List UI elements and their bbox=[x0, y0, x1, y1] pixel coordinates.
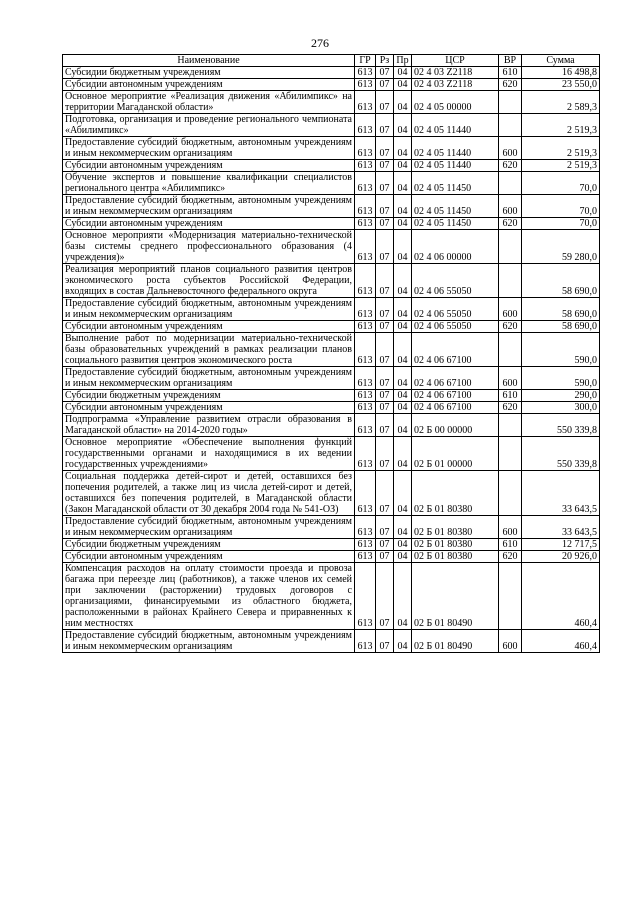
table-row bbox=[63, 160, 600, 172]
cell-pr: 04 bbox=[394, 367, 412, 390]
cell-rz: 07 bbox=[376, 67, 394, 79]
cell-pr: 04 bbox=[394, 218, 412, 230]
cell-pr: 04 bbox=[394, 172, 412, 195]
cell-vr: 600 bbox=[499, 367, 522, 390]
cell-vr: 620 bbox=[499, 551, 522, 563]
cell-gr: 613 bbox=[355, 516, 376, 539]
cell-pr: 04 bbox=[394, 79, 412, 91]
cell-gr: 613 bbox=[355, 414, 376, 437]
cell-sum: 58 690,0 bbox=[522, 321, 600, 333]
cell-csr: 02 4 05 11450 bbox=[412, 218, 499, 230]
cell-vr: 600 bbox=[499, 516, 522, 539]
cell-csr: 02 4 06 55050 bbox=[412, 298, 499, 321]
cell-vr bbox=[499, 114, 522, 137]
table-row bbox=[63, 218, 600, 230]
cell-name: Предоставление субсидий бюджетным, автономным учреждениям и иным некоммерческим организациям bbox=[63, 630, 355, 653]
cell-sum: 2 589,3 bbox=[522, 91, 600, 114]
cell-vr: 600 bbox=[499, 298, 522, 321]
cell-gr: 613 bbox=[355, 137, 376, 160]
cell-csr: 02 4 06 67100 bbox=[412, 390, 499, 402]
cell-sum: 2 519,3 bbox=[522, 160, 600, 172]
cell-rz: 07 bbox=[376, 437, 394, 471]
cell-rz: 07 bbox=[376, 551, 394, 563]
cell-vr bbox=[499, 264, 522, 298]
cell-sum: 70,0 bbox=[522, 218, 600, 230]
cell-pr: 04 bbox=[394, 539, 412, 551]
cell-vr: 610 bbox=[499, 390, 522, 402]
cell-pr: 04 bbox=[394, 137, 412, 160]
cell-rz: 07 bbox=[376, 91, 394, 114]
table-row bbox=[63, 137, 600, 160]
cell-rz: 07 bbox=[376, 402, 394, 414]
cell-name: Предоставление субсидий бюджетным, автономным учреждениям и иным некоммерческим организациям bbox=[63, 367, 355, 390]
cell-csr: 02 4 06 55050 bbox=[412, 321, 499, 333]
table-row bbox=[63, 402, 600, 414]
header-pr: Пр bbox=[394, 55, 412, 67]
cell-sum: 20 926,0 bbox=[522, 551, 600, 563]
cell-sum: 590,0 bbox=[522, 333, 600, 367]
cell-vr bbox=[499, 333, 522, 367]
cell-sum: 590,0 bbox=[522, 367, 600, 390]
cell-name: Предоставление субсидий бюджетным, автономным учреждениям и иным некоммерческим организациям bbox=[63, 137, 355, 160]
cell-gr: 613 bbox=[355, 195, 376, 218]
cell-vr bbox=[499, 437, 522, 471]
table-row bbox=[63, 230, 600, 264]
cell-csr: 02 Б 01 80380 bbox=[412, 539, 499, 551]
cell-name: Основное мероприятие «Реализация движения «Абилимпикс» на территории Магаданской области» bbox=[63, 91, 355, 114]
cell-gr: 613 bbox=[355, 551, 376, 563]
cell-vr: 620 bbox=[499, 218, 522, 230]
table-row bbox=[63, 264, 600, 298]
table-row bbox=[63, 321, 600, 333]
cell-sum: 70,0 bbox=[522, 195, 600, 218]
cell-name: Подготовка, организация и проведение регионального чемпионата «Абилимпикс» bbox=[63, 114, 355, 137]
cell-rz: 07 bbox=[376, 114, 394, 137]
cell-csr: 02 4 06 55050 bbox=[412, 264, 499, 298]
cell-gr: 613 bbox=[355, 79, 376, 91]
cell-pr: 04 bbox=[394, 630, 412, 653]
cell-vr: 600 bbox=[499, 137, 522, 160]
cell-csr: 02 4 06 00000 bbox=[412, 230, 499, 264]
table-row bbox=[63, 437, 600, 471]
table-header-row bbox=[63, 55, 600, 67]
cell-sum: 2 519,3 bbox=[522, 114, 600, 137]
cell-gr: 613 bbox=[355, 367, 376, 390]
cell-vr bbox=[499, 414, 522, 437]
cell-csr: 02 Б 01 80380 bbox=[412, 516, 499, 539]
cell-gr: 613 bbox=[355, 91, 376, 114]
cell-vr: 610 bbox=[499, 67, 522, 79]
cell-name: Основное мероприятие «Обеспечение выполнения функций государственными органами и находящимися в их ведении государственных учреждениями» bbox=[63, 437, 355, 471]
header-name: Наименование bbox=[63, 55, 355, 67]
cell-name: Подпрограмма «Управление развитием отрасли образования в Магаданской области» на 2014-2020 годы» bbox=[63, 414, 355, 437]
table-row bbox=[63, 516, 600, 539]
cell-csr: 02 4 05 11440 bbox=[412, 160, 499, 172]
cell-name: Основное мероприяти «Модернизация материально-технической базы системы среднего профессионального образования (4 учреждения)» bbox=[63, 230, 355, 264]
cell-sum: 33 643,5 bbox=[522, 516, 600, 539]
cell-name: Предоставление субсидий бюджетным, автономным учреждениям и иным некоммерческим организациям bbox=[63, 298, 355, 321]
cell-name: Предоставление субсидий бюджетным, автономным учреждениям и иным некоммерческим организациям bbox=[63, 516, 355, 539]
cell-sum: 300,0 bbox=[522, 402, 600, 414]
cell-csr: 02 4 05 11450 bbox=[412, 172, 499, 195]
cell-sum: 290,0 bbox=[522, 390, 600, 402]
cell-rz: 07 bbox=[376, 471, 394, 516]
cell-name: Социальная поддержка детей-сирот и детей, оставшихся без попечения родителей, а также лиц из числа детей-сирот и детей, оставшихся без попечения родителей, в Магаданской области (Закон Магаданской области от 30 декабря 2004 года № 541-ОЗ) bbox=[63, 471, 355, 516]
cell-pr: 04 bbox=[394, 321, 412, 333]
cell-rz: 07 bbox=[376, 414, 394, 437]
cell-csr: 02 4 05 11440 bbox=[412, 114, 499, 137]
cell-name: Субсидии автономным учреждениям bbox=[63, 551, 355, 563]
cell-pr: 04 bbox=[394, 230, 412, 264]
cell-name: Субсидии автономным учреждениям bbox=[63, 321, 355, 333]
cell-sum: 70,0 bbox=[522, 172, 600, 195]
cell-vr bbox=[499, 91, 522, 114]
cell-name: Компенсация расходов на оплату стоимости проезда и провоза багажа при переезде лиц (работников), а также членов их семей при заключении (расторжении) трудовых договоров с организациями, финансируемыми из областного бюджета, расположенными в районах Крайнего Севера и приравненных к ним местностях bbox=[63, 563, 355, 630]
cell-gr: 613 bbox=[355, 563, 376, 630]
cell-gr: 613 bbox=[355, 437, 376, 471]
cell-pr: 04 bbox=[394, 91, 412, 114]
cell-csr: 02 Б 01 80380 bbox=[412, 471, 499, 516]
cell-pr: 04 bbox=[394, 160, 412, 172]
cell-sum: 58 690,0 bbox=[522, 264, 600, 298]
cell-gr: 613 bbox=[355, 471, 376, 516]
cell-name: Субсидии автономным учреждениям bbox=[63, 160, 355, 172]
cell-pr: 04 bbox=[394, 516, 412, 539]
cell-rz: 07 bbox=[376, 390, 394, 402]
cell-gr: 613 bbox=[355, 321, 376, 333]
cell-name: Реализация мероприятий планов социального развития центров экономического роста субъектов Российской Федерации, входящих в состав Дальневосточного федерального округа bbox=[63, 264, 355, 298]
cell-vr bbox=[499, 172, 522, 195]
cell-csr: 02 4 06 67100 bbox=[412, 333, 499, 367]
cell-csr: 02 Б 00 00000 bbox=[412, 414, 499, 437]
page-number: 276 bbox=[311, 36, 329, 50]
cell-csr: 02 4 05 00000 bbox=[412, 91, 499, 114]
header-gr: ГР bbox=[355, 55, 376, 67]
cell-gr: 613 bbox=[355, 539, 376, 551]
cell-gr: 613 bbox=[355, 67, 376, 79]
cell-sum: 16 498,8 bbox=[522, 67, 600, 79]
cell-rz: 07 bbox=[376, 630, 394, 653]
cell-vr bbox=[499, 471, 522, 516]
cell-rz: 07 bbox=[376, 333, 394, 367]
cell-name: Субсидии автономным учреждениям bbox=[63, 218, 355, 230]
cell-pr: 04 bbox=[394, 414, 412, 437]
cell-pr: 04 bbox=[394, 114, 412, 137]
cell-vr: 600 bbox=[499, 195, 522, 218]
table-row bbox=[63, 195, 600, 218]
cell-name: Субсидии бюджетным учреждениям bbox=[63, 390, 355, 402]
table-row bbox=[63, 390, 600, 402]
cell-csr: 02 4 06 67100 bbox=[412, 367, 499, 390]
cell-gr: 613 bbox=[355, 402, 376, 414]
cell-pr: 04 bbox=[394, 67, 412, 79]
cell-rz: 07 bbox=[376, 79, 394, 91]
cell-vr bbox=[499, 563, 522, 630]
table-row bbox=[63, 79, 600, 91]
cell-rz: 07 bbox=[376, 230, 394, 264]
cell-rz: 07 bbox=[376, 563, 394, 630]
header-sum: Сумма bbox=[522, 55, 600, 67]
cell-sum: 2 519,3 bbox=[522, 137, 600, 160]
header-vr: ВР bbox=[499, 55, 522, 67]
cell-vr: 610 bbox=[499, 539, 522, 551]
cell-rz: 07 bbox=[376, 195, 394, 218]
cell-name: Выполнение работ по модернизации материально-технической базы образовательных учреждений в рамках реализации планов социального развития центров экономического роста bbox=[63, 333, 355, 367]
cell-gr: 613 bbox=[355, 160, 376, 172]
cell-sum: 59 280,0 bbox=[522, 230, 600, 264]
cell-gr: 613 bbox=[355, 333, 376, 367]
cell-name: Предоставление субсидий бюджетным, автономным учреждениям и иным некоммерческим организациям bbox=[63, 195, 355, 218]
cell-gr: 613 bbox=[355, 630, 376, 653]
cell-pr: 04 bbox=[394, 437, 412, 471]
cell-csr: 02 4 05 11450 bbox=[412, 195, 499, 218]
cell-sum: 23 550,0 bbox=[522, 79, 600, 91]
cell-name: Субсидии автономным учреждениям bbox=[63, 402, 355, 414]
cell-csr: 02 4 05 11440 bbox=[412, 137, 499, 160]
table-row bbox=[63, 539, 600, 551]
table-row bbox=[63, 630, 600, 653]
table-row bbox=[63, 414, 600, 437]
cell-rz: 07 bbox=[376, 218, 394, 230]
cell-rz: 07 bbox=[376, 367, 394, 390]
table-row bbox=[63, 471, 600, 516]
table-row bbox=[63, 563, 600, 630]
table-row bbox=[63, 67, 600, 79]
cell-vr: 620 bbox=[499, 402, 522, 414]
table-row bbox=[63, 551, 600, 563]
cell-csr: 02 Б 01 80490 bbox=[412, 563, 499, 630]
cell-gr: 613 bbox=[355, 264, 376, 298]
cell-gr: 613 bbox=[355, 218, 376, 230]
cell-vr bbox=[499, 230, 522, 264]
cell-sum: 460,4 bbox=[522, 630, 600, 653]
cell-pr: 04 bbox=[394, 195, 412, 218]
cell-gr: 613 bbox=[355, 230, 376, 264]
cell-csr: 02 4 06 67100 bbox=[412, 402, 499, 414]
cell-csr: 02 4 03 Z2118 bbox=[412, 79, 499, 91]
cell-vr: 620 bbox=[499, 160, 522, 172]
cell-vr: 620 bbox=[499, 321, 522, 333]
cell-sum: 33 643,5 bbox=[522, 471, 600, 516]
cell-vr: 620 bbox=[499, 79, 522, 91]
budget-table bbox=[62, 54, 600, 653]
cell-sum: 550 339,8 bbox=[522, 437, 600, 471]
cell-rz: 07 bbox=[376, 160, 394, 172]
cell-sum: 550 339,8 bbox=[522, 414, 600, 437]
cell-pr: 04 bbox=[394, 551, 412, 563]
cell-rz: 07 bbox=[376, 516, 394, 539]
table-row bbox=[63, 367, 600, 390]
table-row bbox=[63, 114, 600, 137]
cell-name: Субсидии автономным учреждениям bbox=[63, 79, 355, 91]
cell-pr: 04 bbox=[394, 402, 412, 414]
cell-csr: 02 Б 01 80380 bbox=[412, 551, 499, 563]
cell-pr: 04 bbox=[394, 563, 412, 630]
cell-csr: 02 4 03 Z2118 bbox=[412, 67, 499, 79]
cell-sum: 12 717,5 bbox=[522, 539, 600, 551]
cell-pr: 04 bbox=[394, 264, 412, 298]
cell-name: Субсидии бюджетным учреждениям bbox=[63, 67, 355, 79]
table-row bbox=[63, 172, 600, 195]
cell-gr: 613 bbox=[355, 172, 376, 195]
cell-pr: 04 bbox=[394, 471, 412, 516]
cell-sum: 58 690,0 bbox=[522, 298, 600, 321]
cell-csr: 02 Б 01 00000 bbox=[412, 437, 499, 471]
table-row bbox=[63, 91, 600, 114]
cell-csr: 02 Б 01 80490 bbox=[412, 630, 499, 653]
cell-rz: 07 bbox=[376, 172, 394, 195]
table-row bbox=[63, 333, 600, 367]
header-csr: ЦСР bbox=[412, 55, 499, 67]
table-body bbox=[63, 67, 600, 653]
cell-gr: 613 bbox=[355, 390, 376, 402]
cell-pr: 04 bbox=[394, 390, 412, 402]
cell-vr: 600 bbox=[499, 630, 522, 653]
cell-gr: 613 bbox=[355, 114, 376, 137]
cell-rz: 07 bbox=[376, 264, 394, 298]
cell-pr: 04 bbox=[394, 298, 412, 321]
cell-rz: 07 bbox=[376, 137, 394, 160]
cell-rz: 07 bbox=[376, 539, 394, 551]
cell-name: Обучение экспертов и повышение квалификации специалистов регионального центра «Абилимпикс» bbox=[63, 172, 355, 195]
cell-rz: 07 bbox=[376, 298, 394, 321]
table-row bbox=[63, 298, 600, 321]
cell-rz: 07 bbox=[376, 321, 394, 333]
cell-gr: 613 bbox=[355, 298, 376, 321]
cell-name: Субсидии бюджетным учреждениям bbox=[63, 539, 355, 551]
header-rz: Рз bbox=[376, 55, 394, 67]
cell-pr: 04 bbox=[394, 333, 412, 367]
cell-sum: 460,4 bbox=[522, 563, 600, 630]
